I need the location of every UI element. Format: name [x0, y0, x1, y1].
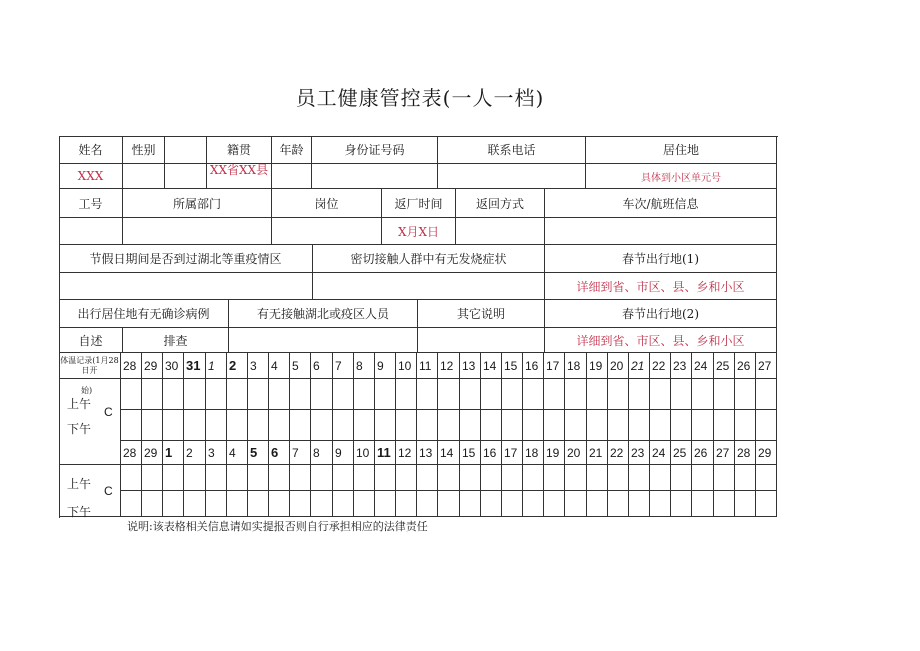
date-cell: 11: [375, 441, 396, 465]
temp-pm-cell[interactable]: [248, 410, 269, 441]
date-cell: 12: [396, 441, 417, 465]
temp-pm-cell[interactable]: [333, 410, 354, 441]
temp-pm-cell[interactable]: [227, 410, 248, 441]
date-cell: 8: [354, 353, 375, 379]
temp-pm-cell[interactable]: [481, 410, 502, 441]
date-cell: 8: [311, 441, 333, 465]
temp-label-spacer: [59, 441, 121, 465]
date-cell: 25: [671, 441, 692, 465]
date-cell: 11: [417, 353, 438, 379]
temp-pm-cell[interactable]: [523, 410, 544, 441]
temp-pm-cell[interactable]: [163, 491, 184, 517]
temp-pm-cell[interactable]: [311, 410, 333, 441]
temp-am-cell[interactable]: [206, 465, 227, 491]
temp-pm-cell[interactable]: [692, 491, 714, 517]
temp-pm-cell[interactable]: [671, 410, 692, 441]
temp-pm-cell[interactable]: [311, 491, 333, 517]
temp-am-cell[interactable]: [565, 465, 587, 491]
header-return-time: 返厂时间: [382, 189, 456, 218]
header-residence: 居住地: [586, 136, 777, 164]
value-id[interactable]: [312, 164, 438, 189]
date-cell: 17: [502, 441, 523, 465]
temp-pm-cell[interactable]: [481, 491, 502, 517]
temp-pm-cell[interactable]: [629, 491, 650, 517]
temp-pm-cell[interactable]: [438, 491, 460, 517]
header-age: 年龄: [272, 136, 312, 164]
temp-pm-cell[interactable]: [269, 410, 290, 441]
temp-am-cell[interactable]: [206, 379, 227, 410]
temp-pm-cell[interactable]: [163, 410, 184, 441]
temp-am-cell[interactable]: [438, 465, 460, 491]
temp-pm-cell[interactable]: [206, 491, 227, 517]
temp-am-cell[interactable]: [523, 465, 544, 491]
temp-pm-cell[interactable]: [650, 491, 671, 517]
date-cell: 3: [206, 441, 227, 465]
date-cell: 9: [333, 441, 354, 465]
temp-pm-cell[interactable]: [587, 410, 608, 441]
temp-am-cell[interactable]: [714, 465, 735, 491]
header-post: 岗位: [272, 189, 382, 218]
date-cell: 22: [608, 441, 629, 465]
date-cell: 5: [248, 441, 269, 465]
value-dept[interactable]: [123, 218, 272, 245]
header-contact-fever: 密切接触人群中有无发烧症状: [313, 245, 545, 273]
header-native: 籍贯: [207, 136, 272, 164]
temp-am-cell[interactable]: [481, 379, 502, 410]
temp-pm-cell[interactable]: [608, 491, 629, 517]
value-post[interactable]: [272, 218, 382, 245]
date-cell: 6: [311, 353, 333, 379]
temp-am-cell[interactable]: [523, 379, 544, 410]
value-native[interactable]: XX省XX县: [207, 164, 272, 189]
date-cell: 16: [523, 353, 544, 379]
temp-am-cell[interactable]: [163, 379, 184, 410]
temp-pm-cell[interactable]: [735, 410, 756, 441]
date-cell: 18: [523, 441, 544, 465]
date-cell: 15: [502, 353, 523, 379]
pm-label-1: 下午: [67, 422, 92, 436]
temp-am-cell[interactable]: [438, 379, 460, 410]
header-gender: 性别: [123, 136, 165, 164]
header-return-mode: 返回方式: [456, 189, 545, 218]
temp-pm-cell[interactable]: [565, 491, 587, 517]
temp-am-cell[interactable]: [333, 379, 354, 410]
date-cell: 28: [735, 441, 756, 465]
am-label-1: 上午: [67, 397, 92, 411]
value-return-mode[interactable]: [456, 218, 545, 245]
date-cell: 20: [565, 441, 587, 465]
temp-am-cell[interactable]: [375, 465, 396, 491]
temp-am-cell[interactable]: [460, 379, 481, 410]
date-cell: 10: [354, 441, 375, 465]
date-cell: 28: [121, 441, 142, 465]
temp-am-cell[interactable]: [756, 465, 777, 491]
date-cell: 26: [735, 353, 756, 379]
date-cell: 14: [438, 441, 460, 465]
pm-label-2: 下午: [67, 505, 92, 519]
temp-am-cell[interactable]: [756, 379, 777, 410]
temp-pm-cell[interactable]: [544, 410, 565, 441]
temp-pm-cell[interactable]: [396, 410, 417, 441]
temp-pm-cell[interactable]: [460, 491, 481, 517]
value-contact-fever[interactable]: [313, 273, 545, 300]
temp-pm-cell[interactable]: [544, 491, 565, 517]
header-hubei-contact: 有无接触湖北或疫区人员: [229, 300, 418, 328]
temp-pm-cell[interactable]: [121, 491, 142, 517]
temp-am-cell[interactable]: [735, 379, 756, 410]
temp-am-cell[interactable]: [417, 465, 438, 491]
temp-am-cell[interactable]: [396, 465, 417, 491]
date-cell: 3: [248, 353, 269, 379]
date-cell: 4: [227, 441, 248, 465]
temp-pm-cell[interactable]: [629, 410, 650, 441]
temp-am-cell[interactable]: [311, 379, 333, 410]
temp-pm-cell[interactable]: [142, 410, 163, 441]
temp-am-cell[interactable]: [121, 379, 142, 410]
date-cell: 21: [629, 353, 650, 379]
date-cell: 28: [121, 353, 142, 379]
form-title: 员工健康管控表(一人一档): [295, 86, 545, 110]
temp-pm-cell[interactable]: [142, 491, 163, 517]
temp-am-cell[interactable]: [142, 465, 163, 491]
date-cell: 2: [184, 441, 206, 465]
value-trip2[interactable]: 详细到省、市区、县、乡和小区: [545, 328, 777, 353]
celsius-unit-1: C: [104, 405, 113, 419]
value-check[interactable]: 排查: [123, 328, 229, 353]
date-cell: 23: [629, 441, 650, 465]
temp-pm-cell[interactable]: [227, 491, 248, 517]
value-gender[interactable]: [123, 164, 165, 189]
date-cell: 24: [692, 353, 714, 379]
temp-am-cell[interactable]: [269, 379, 290, 410]
date-cell: 20: [608, 353, 629, 379]
temp-am-cell[interactable]: [248, 379, 269, 410]
value-blank[interactable]: [165, 164, 207, 189]
temp-pm-cell[interactable]: [671, 491, 692, 517]
date-cell: 17: [544, 353, 565, 379]
date-cell: 31: [184, 353, 206, 379]
temp-am-cell[interactable]: [290, 379, 311, 410]
header-job-no: 工号: [59, 189, 123, 218]
value-age[interactable]: [272, 164, 312, 189]
date-cell: 7: [333, 353, 354, 379]
temp-am-cell[interactable]: [396, 379, 417, 410]
temp-pm-cell[interactable]: [714, 410, 735, 441]
temp-pm-cell[interactable]: [756, 410, 777, 441]
temp-am-cell[interactable]: [142, 379, 163, 410]
value-phone[interactable]: [438, 164, 586, 189]
temp-am-cell[interactable]: [714, 379, 735, 410]
date-cell: 18: [565, 353, 587, 379]
temp-am-cell[interactable]: [227, 465, 248, 491]
temp-pm-cell[interactable]: [290, 491, 311, 517]
temp-am-cell[interactable]: [565, 379, 587, 410]
date-cell: 29: [142, 353, 163, 379]
date-cell: 12: [438, 353, 460, 379]
temp-pm-cell[interactable]: [587, 491, 608, 517]
value-self-report[interactable]: 自述: [59, 328, 123, 353]
value-hubei-visit[interactable]: [59, 273, 313, 300]
temp-start-label: 始): [81, 386, 93, 395]
date-cell: 27: [756, 353, 777, 379]
temp-am-cell[interactable]: [502, 379, 523, 410]
temp-pm-cell[interactable]: [333, 491, 354, 517]
temp-pm-cell[interactable]: [206, 410, 227, 441]
temp-am-cell[interactable]: [544, 379, 565, 410]
temp-pm-cell[interactable]: [608, 410, 629, 441]
temp-am-cell[interactable]: [121, 465, 142, 491]
temp-am-cell[interactable]: [692, 465, 714, 491]
temp-pm-cell[interactable]: [417, 410, 438, 441]
temp-am-cell[interactable]: [481, 465, 502, 491]
header-dept: 所属部门: [123, 189, 272, 218]
temp-am-cell[interactable]: [333, 465, 354, 491]
temp-pm-cell[interactable]: [502, 410, 523, 441]
date-cell: 13: [460, 353, 481, 379]
temp-pm-cell[interactable]: [354, 410, 375, 441]
temp-am-cell[interactable]: [311, 465, 333, 491]
temp-am-cell[interactable]: [608, 465, 629, 491]
temp-pm-cell[interactable]: [184, 410, 206, 441]
date-cell: 27: [714, 441, 735, 465]
celsius-unit-2: C: [104, 484, 113, 498]
temp-am-cell[interactable]: [608, 379, 629, 410]
temp-am-cell[interactable]: [354, 465, 375, 491]
temp-am-cell[interactable]: [290, 465, 311, 491]
temp-am-cell[interactable]: [248, 465, 269, 491]
temp-pm-cell[interactable]: [184, 491, 206, 517]
date-cell: 21: [587, 441, 608, 465]
temp-am-cell[interactable]: [184, 379, 206, 410]
temp-am-cell[interactable]: [629, 465, 650, 491]
temp-am-cell[interactable]: [227, 379, 248, 410]
date-cell: 25: [714, 353, 735, 379]
date-cell: 23: [671, 353, 692, 379]
value-hubei-contact[interactable]: [229, 328, 418, 353]
date-cell: 10: [396, 353, 417, 379]
temp-pm-cell[interactable]: [565, 410, 587, 441]
temp-am-cell[interactable]: [735, 465, 756, 491]
date-cell: 19: [544, 441, 565, 465]
header-confirmed: 出行居住地有无确诊病例: [59, 300, 229, 328]
temp-am-cell[interactable]: [587, 379, 608, 410]
date-cell: 29: [756, 441, 777, 465]
value-return-time[interactable]: X月X日: [382, 218, 456, 245]
date-cell: 26: [692, 441, 714, 465]
value-job-no[interactable]: [59, 218, 123, 245]
date-cell: 24: [650, 441, 671, 465]
temp-am-cell[interactable]: [163, 465, 184, 491]
temp-am-cell[interactable]: [650, 379, 671, 410]
date-cell: 30: [163, 353, 184, 379]
health-form: [59, 136, 777, 517]
date-cell: 29: [142, 441, 163, 465]
am-label-2: 上午: [67, 477, 92, 491]
temp-am-cell[interactable]: [671, 465, 692, 491]
temp-am-cell[interactable]: [587, 465, 608, 491]
temp-am-cell[interactable]: [544, 465, 565, 491]
value-trip1[interactable]: 详细到省、市区、县、乡和小区: [545, 273, 777, 300]
date-cell: 1: [163, 441, 184, 465]
temp-am-cell[interactable]: [460, 465, 481, 491]
temp-pm-cell[interactable]: [248, 491, 269, 517]
disclaimer-note: 说明:该表格相关信息请如实提报否则自行承担相应的法律责任: [127, 520, 428, 533]
date-cell: 4: [269, 353, 290, 379]
temp-pm-cell[interactable]: [290, 410, 311, 441]
date-cell: 7: [290, 441, 311, 465]
value-residence[interactable]: 具体到小区单元号: [586, 164, 777, 189]
temp-pm-cell[interactable]: [714, 491, 735, 517]
temp-am-cell[interactable]: [354, 379, 375, 410]
header-transport: 车次/航班信息: [545, 189, 777, 218]
date-cell: 19: [587, 353, 608, 379]
temp-pm-cell[interactable]: [396, 491, 417, 517]
temp-pm-cell[interactable]: [756, 491, 777, 517]
temp-pm-cell[interactable]: [121, 410, 142, 441]
temp-am-cell[interactable]: [269, 465, 290, 491]
temp-am-cell[interactable]: [417, 379, 438, 410]
temp-am-cell[interactable]: [375, 379, 396, 410]
temp-pm-cell[interactable]: [438, 410, 460, 441]
date-cell: 6: [269, 441, 290, 465]
date-cell: 9: [375, 353, 396, 379]
temp-am-cell[interactable]: [650, 465, 671, 491]
value-name[interactable]: XXX: [59, 164, 123, 189]
header-phone: 联系电话: [438, 136, 586, 164]
temp-pm-cell[interactable]: [650, 410, 671, 441]
date-cell: 22: [650, 353, 671, 379]
date-cell: 1: [206, 353, 227, 379]
temp-pm-cell[interactable]: [692, 410, 714, 441]
temp-am-cell[interactable]: [184, 465, 206, 491]
temp-am-cell[interactable]: [629, 379, 650, 410]
header-trip1: 春节出行地(1): [545, 245, 777, 273]
header-trip2: 春节出行地(2): [545, 300, 777, 328]
temp-pm-cell[interactable]: [354, 491, 375, 517]
temp-am-cell[interactable]: [502, 465, 523, 491]
temp-pm-cell[interactable]: [460, 410, 481, 441]
header-name: 姓名: [59, 136, 123, 164]
temp-pm-cell[interactable]: [417, 491, 438, 517]
temp-pm-cell[interactable]: [269, 491, 290, 517]
date-cell: 14: [481, 353, 502, 379]
temp-record-label: 体温记录(1月28日开: [59, 353, 121, 379]
temp-pm-cell[interactable]: [735, 491, 756, 517]
header-other: 其它说明: [418, 300, 545, 328]
temp-pm-cell[interactable]: [523, 491, 544, 517]
temp-pm-cell[interactable]: [375, 410, 396, 441]
date-cell: 2: [227, 353, 248, 379]
value-transport[interactable]: [545, 218, 777, 245]
temp-pm-cell[interactable]: [502, 491, 523, 517]
value-other[interactable]: [418, 328, 545, 353]
temp-pm-cell[interactable]: [375, 491, 396, 517]
header-blank: [165, 136, 207, 164]
date-cell: 13: [417, 441, 438, 465]
temp-am-cell[interactable]: [692, 379, 714, 410]
date-cell: 16: [481, 441, 502, 465]
header-id: 身份证号码: [312, 136, 438, 164]
header-hubei-visit: 节假日期间是否到过湖北等重疫情区: [59, 245, 313, 273]
temp-am-cell[interactable]: [671, 379, 692, 410]
date-cell: 5: [290, 353, 311, 379]
date-cell: 15: [460, 441, 481, 465]
